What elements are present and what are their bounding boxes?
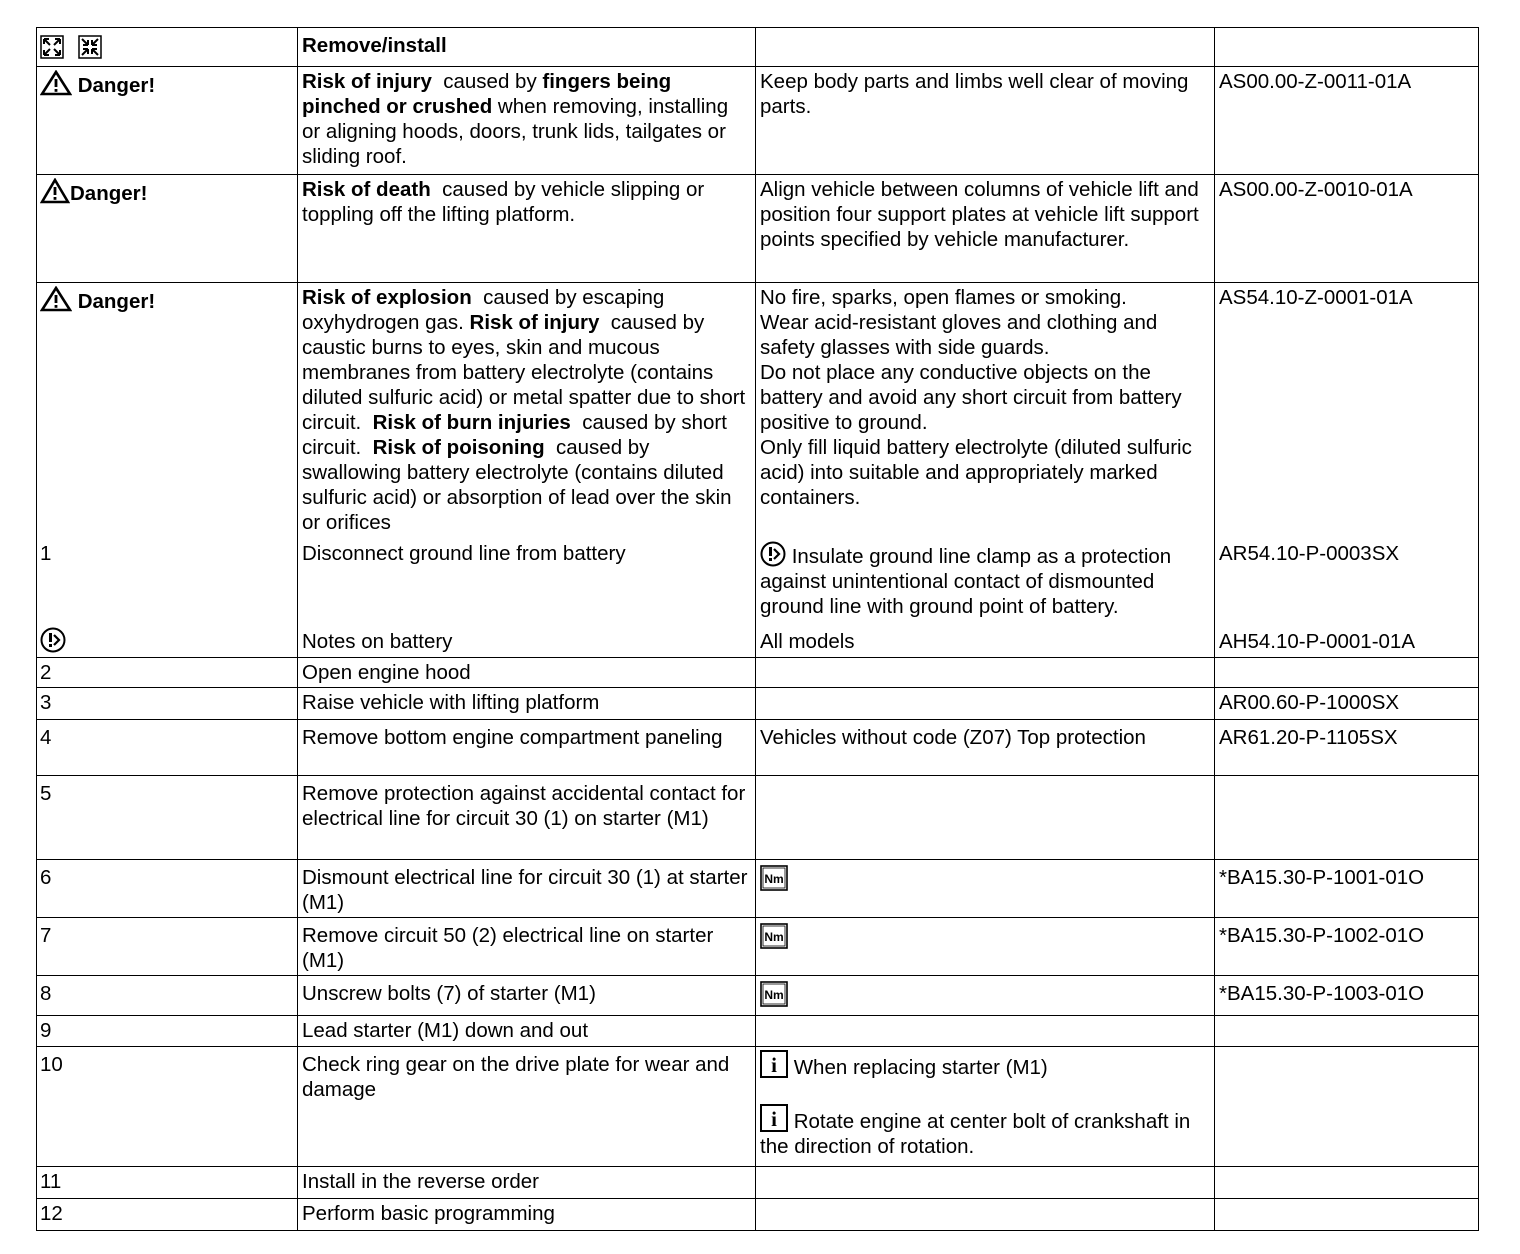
step-text: Remove protection against accidental contact for electrical line for circuit 30 (1) on starter (M1) (298, 776, 756, 860)
step-ref (1215, 1199, 1479, 1231)
danger-label: Danger! (77, 290, 156, 313)
step-number: 5 (37, 776, 298, 860)
step-number: 1 (37, 537, 298, 621)
step-number: 12 (37, 1199, 298, 1231)
step-number: 11 (37, 1167, 298, 1199)
risk-part: Risk of injury (302, 70, 432, 93)
step-number: 7 (37, 918, 298, 976)
info-line (760, 1104, 1210, 1159)
danger-measure: Align vehicle between columns of vehicle lift and position four support plates at vehicle lift support points specified by vehicle manufacturer. (756, 175, 1215, 283)
risk-part: Risk of injury (469, 311, 600, 334)
step-ref: *BA15.30-P-1001-01O (1215, 860, 1479, 918)
danger-ref: AS00.00-Z-0010-01A (1215, 175, 1479, 283)
step-info (756, 918, 1215, 976)
step-info (756, 658, 1215, 688)
step-row (37, 537, 1479, 621)
step-number: 8 (37, 976, 298, 1016)
step-info (756, 688, 1215, 720)
step-info (756, 1016, 1215, 1047)
step-text: Perform basic programming (298, 1199, 756, 1231)
danger-label: Danger! (70, 182, 148, 205)
warning-triangle-icon (40, 70, 72, 96)
step-info (756, 1047, 1215, 1167)
procedure-table (36, 27, 1479, 1231)
step-text: Raise vehicle with lifting platform (298, 688, 756, 720)
measure-line: Do not place any conductive objects on the battery and avoid any short circuit from battery positive to ground. (760, 361, 1182, 434)
risk-part: caused by short circuit. (302, 411, 733, 459)
step-info (756, 776, 1215, 860)
risk-part: caused by caustic burns to eyes, skin and mucous membranes from battery electrolyte (contains diluted sulfuric acid) or metal spatter due to short circuit. (302, 311, 751, 434)
danger-risk-text (298, 283, 756, 538)
note-icon (40, 627, 66, 653)
info-icon-letter: i (771, 1107, 777, 1131)
step-text: Remove bottom engine compartment paneling (298, 720, 756, 776)
header-row (37, 28, 1479, 67)
danger-measures (756, 283, 1215, 538)
risk-part: caused by swallowing battery electrolyte (contains diluted sulfuric acid) or absorption of lead over the skin or orifices (302, 436, 738, 534)
risk-part: Risk of poisoning (372, 436, 545, 459)
step-ref (1215, 1167, 1479, 1199)
info-text: Rotate engine at center bolt of crankshaft in the direction of rotation. (760, 1110, 1191, 1158)
step-text: Remove circuit 50 (2) electrical line on starter (M1) (298, 918, 756, 976)
torque-nm-icon (760, 923, 788, 949)
info-icon (760, 1050, 788, 1078)
header-icons-cell (37, 28, 298, 67)
step-number: 3 (37, 688, 298, 720)
step-row (37, 860, 1479, 918)
step-text: Open engine hood (298, 658, 756, 688)
step-text: Unscrew bolts (7) of starter (M1) (298, 976, 756, 1016)
step-number: 2 (37, 658, 298, 688)
header-empty-3 (756, 28, 1215, 67)
danger-ref: AS00.00-Z-0011-01A (1215, 67, 1479, 175)
step-text: Dismount electrical line for circuit 30 (1) at starter (M1) (298, 860, 756, 918)
warning-triangle-icon (40, 286, 72, 312)
step-number: 9 (37, 1016, 298, 1047)
step-ref: AR54.10-P-0003SX (1215, 537, 1479, 621)
danger-label-cell (37, 175, 298, 283)
step-number: 4 (37, 720, 298, 776)
notes-ref: AH54.10-P-0001-01A (1215, 621, 1479, 658)
notes-icon-cell (37, 621, 298, 658)
step-text: Lead starter (M1) down and out (298, 1016, 756, 1047)
danger-row (37, 283, 1479, 538)
step-text: Check ring gear on the drive plate for wear and damage (298, 1047, 756, 1167)
note-text: Insulate ground line clamp as a protection against unintentional contact of dismounted ground line with ground point of battery. (760, 545, 1172, 618)
risk-part: fingers being pinched or crushed (302, 70, 672, 118)
info-icon (760, 1104, 788, 1132)
danger-measure: Keep body parts and limbs well clear of moving parts. (756, 67, 1215, 175)
step-ref: AR00.60-P-1000SX (1215, 688, 1479, 720)
step-row (37, 688, 1479, 720)
danger-risk-text (298, 175, 756, 283)
step-row (37, 1199, 1479, 1231)
step-ref: AR61.20-P-1105SX (1215, 720, 1479, 776)
danger-label: Danger! (77, 74, 156, 97)
step-row (37, 1016, 1479, 1047)
step-ref: *BA15.30-P-1002-01O (1215, 918, 1479, 976)
info-icon-letter: i (771, 1053, 777, 1077)
measure-line: Only fill liquid battery electrolyte (diluted sulfuric acid) into suitable and appropriately marked containers. (760, 436, 1192, 509)
notes-info: All models (756, 621, 1215, 658)
risk-part: caused by escaping oxyhydrogen gas. (302, 286, 671, 334)
step-text: Disconnect ground line from battery (298, 537, 756, 621)
risk-part: caused by vehicle slipping or toppling off the lifting platform. (302, 178, 710, 226)
step-ref: *BA15.30-P-1003-01O (1215, 976, 1479, 1016)
torque-nm-icon (760, 981, 788, 1007)
step-info (756, 860, 1215, 918)
step-row (37, 658, 1479, 688)
header-title: Remove/install (298, 28, 756, 67)
risk-part: when removing, installing or aligning hoods, doors, trunk lids, tailgates or sliding roof. (302, 95, 729, 168)
step-info (756, 1199, 1215, 1231)
danger-row (37, 175, 1479, 283)
danger-label-cell (37, 67, 298, 175)
notes-row (37, 621, 1479, 658)
step-row (37, 918, 1479, 976)
torque-nm-icon-label: Nm (764, 988, 784, 1002)
step-row (37, 976, 1479, 1016)
info-line (760, 1050, 1210, 1080)
expand-arrows-icon (40, 35, 64, 59)
info-text: When replacing starter (M1) (793, 1056, 1048, 1079)
risk-part: Risk of burn injuries (372, 411, 571, 434)
measure-line: Wear acid-resistant gloves and clothing and safety glasses with side guards. (760, 311, 1158, 359)
step-row (37, 1167, 1479, 1199)
step-ref (1215, 658, 1479, 688)
torque-nm-icon-label: Nm (764, 872, 784, 886)
danger-ref: AS54.10-Z-0001-01A (1215, 283, 1479, 538)
collapse-arrows-icon (78, 35, 102, 59)
risk-part: Risk of explosion (302, 286, 472, 309)
risk-part: Risk of death (302, 178, 431, 201)
step-row (37, 776, 1479, 860)
measure-line: No fire, sparks, open flames or smoking. (760, 286, 1127, 309)
step-info (756, 976, 1215, 1016)
step-number: 10 (37, 1047, 298, 1167)
risk-part: caused by (431, 70, 543, 93)
torque-nm-icon (760, 865, 788, 891)
step-row (37, 1047, 1479, 1167)
warning-triangle-icon (40, 178, 70, 204)
step-text: Install in the reverse order (298, 1167, 756, 1199)
header-empty-4 (1215, 28, 1479, 67)
step-ref (1215, 1047, 1479, 1167)
step-note (756, 537, 1215, 621)
danger-row (37, 67, 1479, 175)
step-info: Vehicles without code (Z07) Top protection (756, 720, 1215, 776)
notes-text: Notes on battery (298, 621, 756, 658)
step-row (37, 720, 1479, 776)
step-number: 6 (37, 860, 298, 918)
danger-risk-text (298, 67, 756, 175)
note-icon (760, 541, 786, 567)
danger-label-cell (37, 283, 298, 538)
step-ref (1215, 776, 1479, 860)
step-ref (1215, 1016, 1479, 1047)
step-info (756, 1167, 1215, 1199)
torque-nm-icon-label: Nm (764, 930, 784, 944)
